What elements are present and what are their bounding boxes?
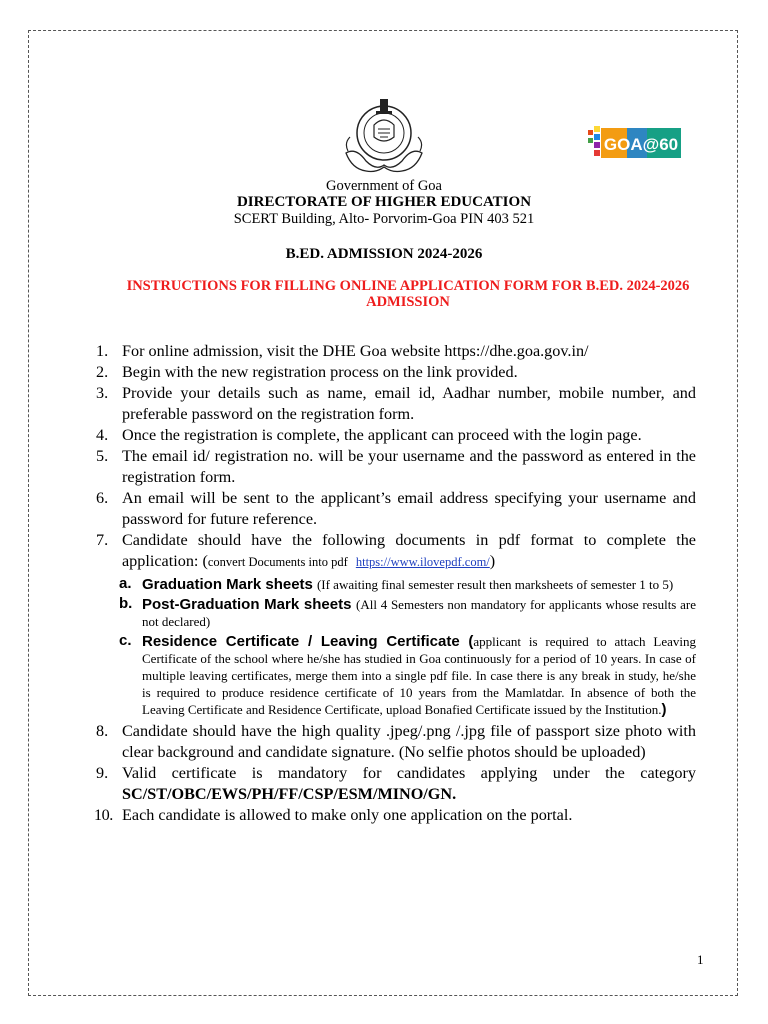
document-title: Post-Graduation Mark sheets [142, 596, 352, 613]
document-close-paren: ) [661, 701, 667, 718]
admission-title: B.ED. ADMISSION 2024-2026 [285, 246, 483, 262]
list-item [96, 530, 696, 573]
page-number: 1 [697, 952, 704, 967]
item-number: 8. [96, 722, 109, 740]
list-item [96, 763, 696, 805]
item-text: Valid certificate is mandatory for candidates applying under the category [122, 764, 696, 782]
item-text: Begin with the new registration process on the link provided. [122, 363, 518, 381]
directorate-address: SCERT Building, Alto- Porvorim-Goa PIN 403 521 [233, 211, 535, 227]
list-item [96, 383, 696, 425]
item-number: 3. [96, 384, 109, 402]
document-letter: c. [119, 632, 132, 649]
item-number: 4. [96, 426, 109, 444]
document-open-paren: ( [468, 633, 474, 650]
document-desc: (All 4 Semesters non mandatory for applicants whose results are not declared) [142, 597, 696, 629]
document-title: Graduation Mark sheets [142, 576, 313, 593]
list-item [96, 341, 696, 362]
document-desc: (If awaiting final semester result then marksheets of semester 1 to 5) [316, 577, 674, 592]
item-text: The email id/ registration no. will be your username and the password as entered in the registration form. [122, 447, 696, 486]
item-text: Candidate should have the following documents in pdf format to complete the application: ( [122, 531, 696, 570]
goa-at-60-logo [588, 124, 684, 160]
directorate-name: DIRECTORATE OF HIGHER EDUCATION [236, 194, 532, 210]
item-number: 9. [96, 764, 109, 782]
goa-government-emblem-icon [338, 95, 430, 175]
item-text: Candidate should have the high quality .jpeg/.png /.jpg file of passport size photo with clear background and candidate signature. (No selfie photos should be uploaded) [122, 722, 696, 761]
item-text: Once the registration is complete, the applicant can proceed with the login page. [122, 426, 642, 444]
item-text: An email will be sent to the applicant’s email address specifying your username and password for future reference. [122, 489, 696, 528]
goa-logo-text: GOA@60 [603, 135, 679, 154]
item-text: Each candidate is allowed to make only one application on the portal. [122, 806, 573, 824]
item-note: convert Documents into pdf [207, 555, 348, 569]
item-close-paren: ) [489, 552, 496, 570]
list-item [96, 805, 696, 826]
instruction-list [96, 341, 696, 826]
item-number: 2. [96, 363, 109, 381]
item-number: 7. [96, 531, 109, 549]
list-item [96, 425, 696, 446]
government-name: Government of Goa [326, 178, 442, 194]
item-number: 10. [94, 806, 113, 824]
item-number: 5. [96, 447, 109, 465]
list-item [96, 721, 696, 763]
document-item-post-graduation [96, 596, 696, 630]
list-item [96, 488, 696, 530]
document-letter: b. [119, 595, 133, 612]
ilovepdf-link[interactable]: https://www.ilovepdf.com/ [355, 555, 490, 569]
document-letter: a. [119, 575, 132, 592]
list-item [96, 446, 696, 488]
document-desc: applicant is required to attach Leaving Certificate of the school where he/she has studied in Goa continuously for a period of 10 years. In case of multiple leaving certificates, merge them into a single pdf file. In case there is any break in study, he/she is required to produce residence certificate of 10 years from the Mamlatdar. In absence of both the Leaving Certificate and Residence Certificate, upload Bonafied Certificate issued by the Institution. [142, 634, 696, 717]
document-item-graduation [96, 576, 696, 593]
category-list: SC/ST/OBC/EWS/PH/FF/CSP/ESM/MINO/GN. [122, 785, 457, 803]
list-item [96, 362, 696, 383]
instructions-title: INSTRUCTIONS FOR FILLING ONLINE APPLICATION FORM FOR B.ED. 2024-2026 ADMISSION [126, 278, 690, 310]
item-text: Provide your details such as name, email id, Aadhar number, mobile number, and preferable password on the registration form. [122, 384, 696, 423]
document-item-residence [96, 633, 696, 718]
item-text: For online admission, visit the DHE Goa website https://dhe.goa.gov.in/ [122, 342, 589, 360]
item-number: 1. [96, 342, 109, 360]
document-title: Residence Certificate / Leaving Certificate [142, 633, 460, 650]
item-number: 6. [96, 489, 109, 507]
